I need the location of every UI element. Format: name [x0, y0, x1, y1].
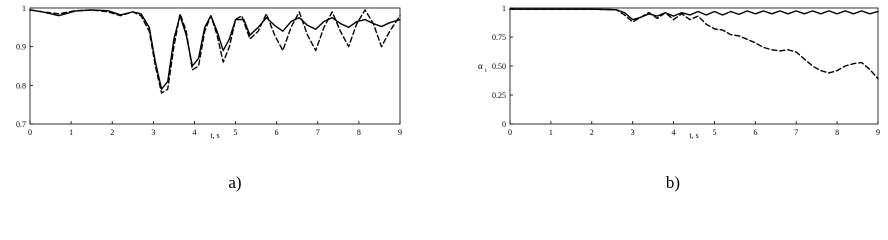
- x-tick-label-a: 1: [69, 128, 74, 137]
- chart-panel-a: [16, 4, 402, 192]
- y-tick-label-a: 0.9: [16, 42, 26, 52]
- x-tick-label-a: 9: [398, 128, 402, 137]
- y-axis-label-b: [478, 61, 487, 74]
- x-tick-label-b: 2: [589, 128, 594, 137]
- plot-area-a: [16, 4, 402, 137]
- x-tick-label-a: 6: [274, 128, 279, 137]
- panel-label-b: b): [665, 173, 681, 192]
- x-tick-label-b: 7: [794, 128, 799, 137]
- x-tick-label-a: 7: [315, 128, 320, 137]
- y-tick-label-b: 0.25: [492, 91, 506, 100]
- y-tick-label-a: 1: [22, 4, 26, 13]
- x-axis-label-b: t, s: [689, 131, 699, 140]
- y-tick-label-b: 0.75: [492, 33, 506, 42]
- series-line-dashed-a: [30, 10, 400, 93]
- series-line-dashed-b: [510, 9, 878, 79]
- plot-frame-b: [510, 8, 878, 124]
- chart-panel-b: [478, 4, 880, 192]
- x-tick-label-b: 6: [753, 128, 758, 137]
- panel-label-a: a): [228, 173, 242, 192]
- x-tick-label-b: 9: [876, 128, 880, 137]
- y-axis-label-subscript: i: [484, 68, 487, 74]
- series-line-solid-a: [30, 10, 400, 89]
- x-tick-label-a: 3: [151, 128, 156, 137]
- x-tick-label-b: 4: [671, 128, 676, 137]
- x-tick-label-b: 1: [548, 128, 553, 137]
- x-tick-label-a: 5: [233, 128, 238, 137]
- x-tick-label-b: 5: [712, 128, 717, 137]
- y-tick-label-b: 0.50: [492, 62, 506, 71]
- y-tick-label-a: 0.8: [16, 81, 26, 91]
- y-tick-label-b: 0: [502, 120, 506, 129]
- x-tick-label-b: 0: [508, 128, 512, 137]
- y-axis-label-symbol: α: [478, 61, 483, 71]
- y-tick-label-b: 1: [502, 4, 506, 13]
- x-axis-label-a: t, s: [210, 131, 220, 140]
- y-tick-label-a: 0.7: [16, 120, 26, 129]
- x-tick-label-a: 2: [110, 128, 115, 137]
- x-tick-label-b: 3: [630, 128, 635, 137]
- x-tick-label-a: 8: [356, 128, 361, 137]
- x-tick-label-a: 0: [28, 128, 32, 137]
- plot-area-b: [492, 4, 880, 137]
- x-tick-label-a: 4: [192, 128, 197, 137]
- x-tick-label-b: 8: [835, 128, 840, 137]
